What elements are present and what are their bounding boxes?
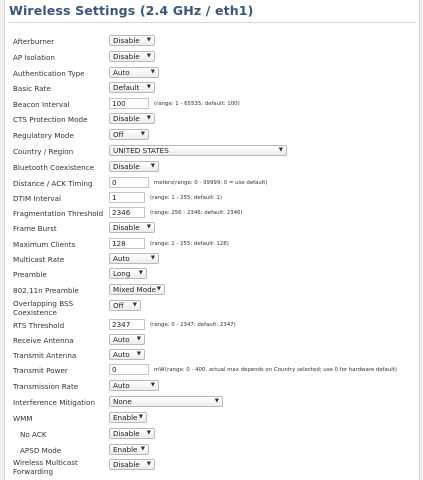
row-wmm [13,411,413,425]
chevron-down-icon: ▼ [140,131,145,137]
chevron-down-icon: ▼ [146,37,151,43]
auth-type-label: Authentication Type [13,69,85,78]
settings-panel [4,0,420,480]
interference-mitigation-select[interactable]: None ▼ [109,396,223,407]
wmm-label: WMM [13,414,33,423]
row-transmission-rate [13,379,413,393]
row-transmit-antenna [13,348,413,362]
wireless-multicast-forwarding-select[interactable]: Disable ▼ [109,459,155,470]
overlapping-bss-select[interactable]: Off ▼ [109,300,141,311]
regulatory-mode-select[interactable]: Off ▼ [109,129,149,140]
row-rts-threshold [13,318,413,332]
row-maximum-clients [13,237,413,251]
beacon-interval-hint: (range: 1 - 65535; default: 100) [154,101,240,107]
n-preamble-label: 802.11n Preamble [13,286,79,295]
row-bluetooth-coexistence [13,160,413,174]
apsd-mode-label: APSD Mode [20,446,62,455]
chevron-down-icon: ▼ [146,84,151,90]
row-ap-isolation [13,50,413,64]
multicast-rate-select[interactable]: Auto ▼ [109,253,159,264]
no-ack-select[interactable]: Disable ▼ [109,428,155,439]
chevron-down-icon: ▼ [150,255,155,261]
chevron-down-icon: ▼ [150,163,155,169]
row-distance-timing [13,176,413,190]
maximum-clients-hint: (range: 1 - 255; default: 128) [150,241,229,247]
cts-protection-label: CTS Protection Mode [13,115,88,124]
afterburner-label: Afterburner [13,37,55,46]
transmission-rate-select[interactable]: Auto ▼ [109,380,159,391]
rts-threshold-input[interactable]: 2347 [109,319,145,330]
distance-timing-input[interactable]: 0 [109,177,149,188]
dtim-interval-label: DTIM Interval [13,194,62,203]
row-country-region [13,144,413,158]
apsd-mode-select[interactable]: Enable ▼ [109,444,149,455]
row-afterburner [13,34,413,48]
row-frame-burst [13,221,413,235]
chevron-down-icon: ▼ [136,336,141,342]
wireless-multicast-forwarding-label: Wireless Multicast Forwarding [13,458,78,476]
fragmentation-threshold-input[interactable]: 2346 [109,207,145,218]
maximum-clients-label: Maximum Clients [13,240,76,249]
cts-protection-select[interactable]: Disable ▼ [109,113,155,124]
overlapping-bss-label: Overlapping BSS Coexistence [13,299,74,317]
frame-burst-select[interactable]: Disable ▼ [109,222,155,233]
ap-isolation-select[interactable]: Disable ▼ [109,51,155,62]
preamble-label: Preamble [13,270,47,279]
afterburner-select[interactable]: Disable ▼ [109,35,155,46]
row-dtim-interval [13,191,413,205]
chevron-down-icon: ▼ [150,382,155,388]
receive-antenna-select[interactable]: Auto ▼ [109,334,145,345]
chevron-down-icon: ▼ [140,446,145,452]
n-preamble-select[interactable]: Mixed Mode ▼ [109,284,165,295]
no-ack-label: No ACK [20,430,47,439]
bluetooth-coexistence-select[interactable]: Disable ▼ [109,161,159,172]
row-regulatory-mode [13,128,413,142]
chevron-down-icon: ▼ [138,270,143,276]
regulatory-mode-label: Regulatory Mode [13,131,74,140]
page-title: Wireless Settings (2.4 GHz / eth1) [9,3,254,18]
row-fragmentation-threshold [13,206,413,220]
transmit-antenna-select[interactable]: Auto ▼ [109,349,145,360]
title-divider [8,22,416,23]
chevron-down-icon: ▼ [156,286,161,292]
row-cts-protection [13,112,413,126]
row-basic-rate [13,81,413,95]
dtim-interval-hint: (range: 1 - 255; default: 1) [150,195,222,201]
transmit-power-hint: (range: 0 - 400, actual max depends on Country selected; use 0 for hardware default) [165,367,397,373]
chevron-down-icon: ▼ [138,414,143,420]
row-no-ack [13,427,413,441]
transmit-power-unit: mW [154,367,165,373]
basic-rate-label: Basic Rate [13,84,51,93]
chevron-down-icon: ▼ [132,302,137,308]
row-n-preamble [13,283,413,297]
distance-timing-hint: (range: 0 - 99999; 0 = use default) [173,180,268,186]
country-region-label: Country / Region [13,147,74,156]
distance-timing-label: Distance / ACK Timing [13,179,93,188]
bluetooth-coexistence-label: Bluetooth Coexistence [13,163,95,172]
row-auth-type [13,66,413,80]
chevron-down-icon: ▼ [146,430,151,436]
rts-threshold-hint: (range: 0 - 2347; default: 2347) [150,322,236,328]
beacon-interval-input[interactable]: 100 [109,98,149,109]
row-transmit-power [13,363,413,377]
row-wireless-multicast-forwarding [13,458,413,476]
interference-mitigation-label: Interference Mitigation [13,398,96,407]
fragmentation-threshold-label: Fragmentation Threshold [13,209,104,218]
distance-timing-unit: meters [154,180,174,186]
chevron-down-icon: ▼ [214,398,219,404]
row-apsd-mode [13,443,413,457]
row-preamble [13,267,413,281]
country-region-select[interactable]: UNITED STATES ▼ [109,145,287,156]
receive-antenna-label: Receive Antenna [13,336,74,345]
ap-isolation-label: AP Isolation [13,53,55,62]
row-interference-mitigation [13,395,413,409]
dtim-interval-input[interactable]: 1 [109,192,145,203]
auth-type-select[interactable]: Auto ▼ [109,67,159,78]
chevron-down-icon: ▼ [146,224,151,230]
transmit-antenna-label: Transmit Antenna [13,351,77,360]
chevron-down-icon: ▼ [146,53,151,59]
row-multicast-rate [13,252,413,266]
beacon-interval-label: Beacon Interval [13,100,70,109]
preamble-select[interactable]: Long ▼ [109,268,147,279]
transmit-power-label: Transmit Power [13,366,68,375]
frame-burst-label: Frame Burst [13,224,57,233]
wmm-select[interactable]: Enable ▼ [109,412,147,423]
row-overlapping-bss [13,299,413,317]
transmit-power-input[interactable]: 0 [109,364,149,375]
chevron-down-icon: ▼ [150,69,155,75]
chevron-down-icon: ▼ [136,351,141,357]
chevron-down-icon: ▼ [278,147,283,153]
maximum-clients-input[interactable]: 128 [109,238,145,249]
rts-threshold-label: RTS Threshold [13,321,65,330]
row-receive-antenna [13,333,413,347]
fragmentation-threshold-hint: (range: 256 - 2346; default: 2346) [150,210,243,216]
chevron-down-icon: ▼ [146,115,151,121]
row-beacon-interval [13,97,413,111]
transmission-rate-label: Transmission Rate [13,382,79,391]
basic-rate-select[interactable]: Default ▼ [109,82,155,93]
chevron-down-icon: ▼ [146,461,151,467]
multicast-rate-label: Multicast Rate [13,255,65,264]
